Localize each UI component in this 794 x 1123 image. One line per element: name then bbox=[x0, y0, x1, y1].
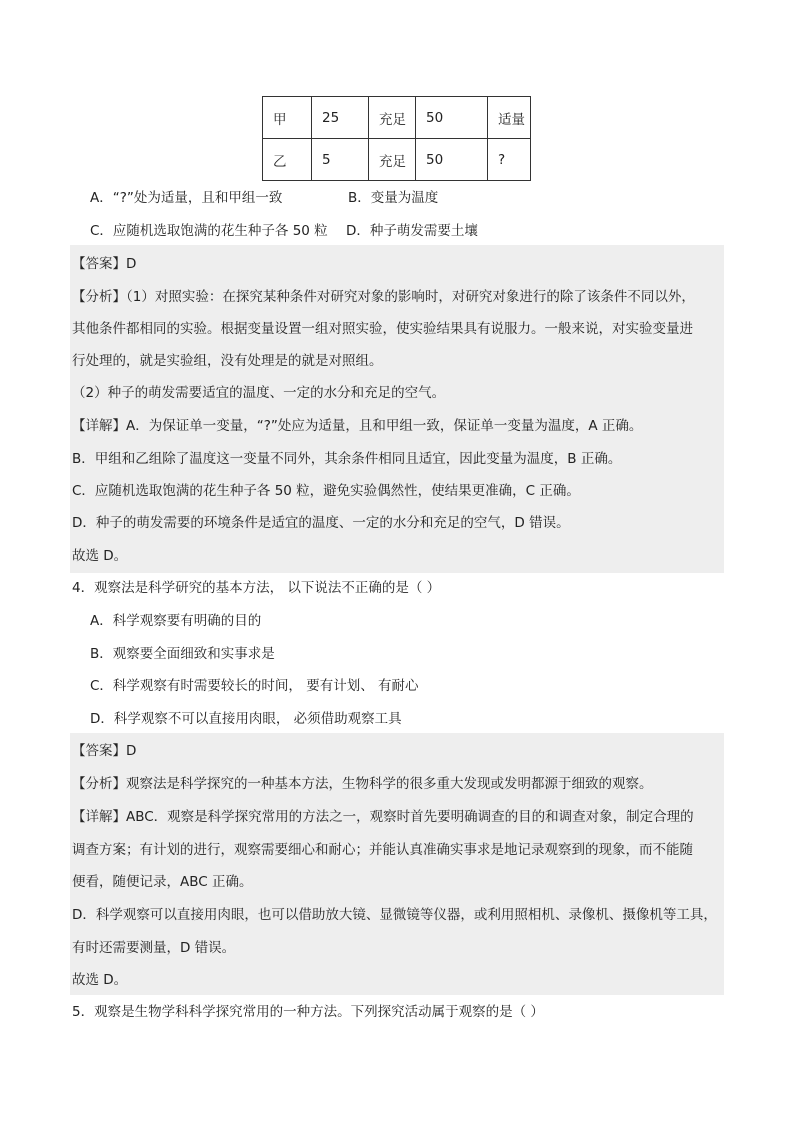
q3-detail-line: 【详解】A．为保证单一变量，“?”处应为适量，且和甲组一致，保证单一变量为温度，A 正确。 bbox=[72, 418, 643, 434]
q4-detail-line: 便看，随便记录，ABC 正确。 bbox=[72, 874, 253, 890]
table-cell: 适量 bbox=[488, 97, 531, 139]
q4-detail-line: 调查方案；有计划的进行，观察需要细心和耐心；并能认真准确实事求是地记录观察到的现象，而不能随 bbox=[72, 842, 693, 858]
table-cell: 充足 bbox=[369, 139, 416, 181]
q3-analysis-line: 【分析】（1）对照实验：在探究某种条件对研究对象的影响时，对研究对象进行的除了该条件不同以外， bbox=[72, 289, 695, 305]
table-cell: 50 bbox=[416, 97, 488, 139]
q4-option-d: D．科学观察不可以直接用肉眼， 必须借助观察工具 bbox=[90, 711, 402, 727]
table-row bbox=[263, 139, 531, 181]
table-cell: ? bbox=[488, 139, 531, 181]
table-cell: 乙 bbox=[263, 139, 312, 181]
q3-analysis-line: 其他条件都相同的实验。根据变量设置一组对照实验，使实验结果具有说服力。一般来说，对实验变量进 bbox=[72, 321, 693, 337]
q3-detail-line: D．种子的萌发需要的环境条件是适宜的温度、一定的水分和充足的空气，D 错误。 bbox=[72, 515, 570, 531]
q4-option-a: A．科学观察要有明确的目的 bbox=[90, 613, 262, 629]
q4-detail-line: 【详解】ABC．观察是科学探究常用的方法之一，观察时首先要明确调查的目的和调查对象，制定合理的 bbox=[72, 809, 694, 825]
q5-stem: 5．观察是生物学科科学探究常用的一种方法。下列探究活动属于观察的是（ ） bbox=[72, 1004, 544, 1020]
q3-choose: 故选 D。 bbox=[72, 548, 128, 564]
q4-option-c: C．科学观察有时需要较长的时间， 要有计划、 有耐心 bbox=[90, 678, 419, 694]
table-cell: 甲 bbox=[263, 97, 312, 139]
q3-option-c: C．应随机选取饱满的花生种子各 50 粒 bbox=[90, 223, 328, 239]
q3-option-a: A．“?”处为适量，且和甲组一致 bbox=[90, 190, 283, 206]
q3-option-d: D．种子萌发需要土壤 bbox=[346, 223, 478, 239]
q3-detail-line: B．甲组和乙组除了温度这一变量不同外，其余条件相同且适宜，因此变量为温度，B 正确。 bbox=[72, 451, 622, 467]
table-cell: 25 bbox=[312, 97, 369, 139]
q3-detail-line: C．应随机选取饱满的花生种子各 50 粒，避免实验偶然性，使结果更准确，C 正确。 bbox=[72, 483, 580, 499]
table-cell: 50 bbox=[416, 139, 488, 181]
q4-analysis: 【分析】观察法是科学探究的一种基本方法，生物科学的很多重大发现或发明都源于细致的观察。 bbox=[72, 776, 653, 792]
q3-analysis-line: （2）种子的萌发需要适宜的温度、一定的水分和充足的空气。 bbox=[72, 385, 446, 401]
q4-answer: 【答案】D bbox=[72, 743, 137, 759]
q3-answer: 【答案】D bbox=[72, 256, 137, 272]
table-row bbox=[263, 97, 531, 139]
table-cell: 5 bbox=[312, 139, 369, 181]
table-cell: 充足 bbox=[369, 97, 416, 139]
q4-option-b: B．观察要全面细致和实事求是 bbox=[90, 646, 275, 662]
experiment-table bbox=[262, 96, 531, 181]
q4-stem: 4．观察法是科学研究的基本方法， 以下说法不正确的是（ ） bbox=[72, 580, 441, 596]
q4-detail-line: 有时还需要测量，D 错误。 bbox=[72, 940, 236, 956]
q4-choose: 故选 D。 bbox=[72, 972, 128, 988]
q3-option-b: B．变量为温度 bbox=[348, 190, 439, 206]
q3-analysis-line: 行处理的，就是实验组，没有处理是的就是对照组。 bbox=[72, 353, 383, 369]
q4-detail-line: D．科学观察可以直接用肉眼，也可以借助放大镜、显微镜等仪器，或利用照相机、录像机、摄像机等工具， bbox=[72, 907, 717, 923]
